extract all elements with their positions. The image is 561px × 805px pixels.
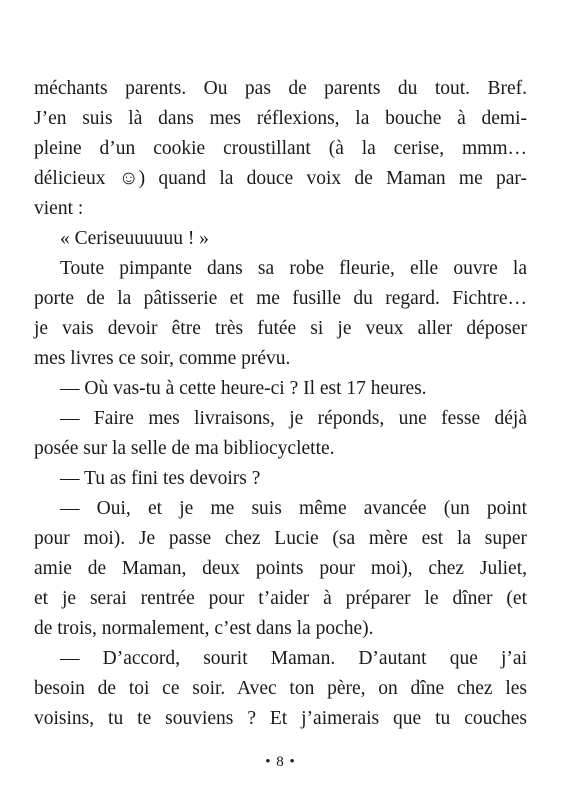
text-line: — Tu as fini tes devoirs ? <box>60 468 261 489</box>
text-line: porte de la pâtisserie et me fusille du regard. Fichtre… <box>34 288 527 309</box>
text-line: posée sur la selle de ma bibliocyclette. <box>34 438 335 459</box>
text-line: de trois, normalement, c’est dans la poche). <box>34 618 374 639</box>
text-line: voisins, tu te souviens ? Et j’aimerais que tu couches <box>34 708 527 729</box>
text-line: « Ceriseuuuuuu ! » <box>60 228 209 249</box>
text-line: mes livres ce soir, comme prévu. <box>34 348 291 369</box>
text-line: besoin de toi ce soir. Avec ton père, on dîne chez les <box>34 678 527 699</box>
text-line: méchants parents. Ou pas de parents du tout. Bref. <box>34 78 527 99</box>
text-line: et je serai rentrée pour t’aider à préparer le dîner (et <box>34 588 527 609</box>
page-text <box>34 74 527 734</box>
text-line: délicieux ☺) quand la douce voix de Maman me par- <box>34 168 527 189</box>
text-line: — D’accord, sourit Maman. D’autant que j’ai <box>60 648 527 669</box>
text-line: pleine d’un cookie croustillant (à la cerise, mmm… <box>34 138 527 159</box>
text-line: — Où vas-tu à cette heure-ci ? Il est 17 heures. <box>60 378 427 399</box>
text-line: — Oui, et je me suis même avancée (un point <box>60 498 527 519</box>
page-number: • 8 • <box>265 754 296 770</box>
text-line: je vais devoir être très futée si je veux aller déposer <box>34 318 527 339</box>
text-line: Toute pimpante dans sa robe fleurie, elle ouvre la <box>60 258 527 279</box>
text-line: J’en suis là dans mes réflexions, la bouche à demi- <box>34 108 527 129</box>
text-line: — Faire mes livraisons, je réponds, une fesse déjà <box>60 408 527 429</box>
text-line: pour moi). Je passe chez Lucie (sa mère est la super <box>34 528 527 549</box>
text-line: amie de Maman, deux points pour moi), chez Juliet, <box>34 558 527 579</box>
text-line: vient : <box>34 198 84 219</box>
